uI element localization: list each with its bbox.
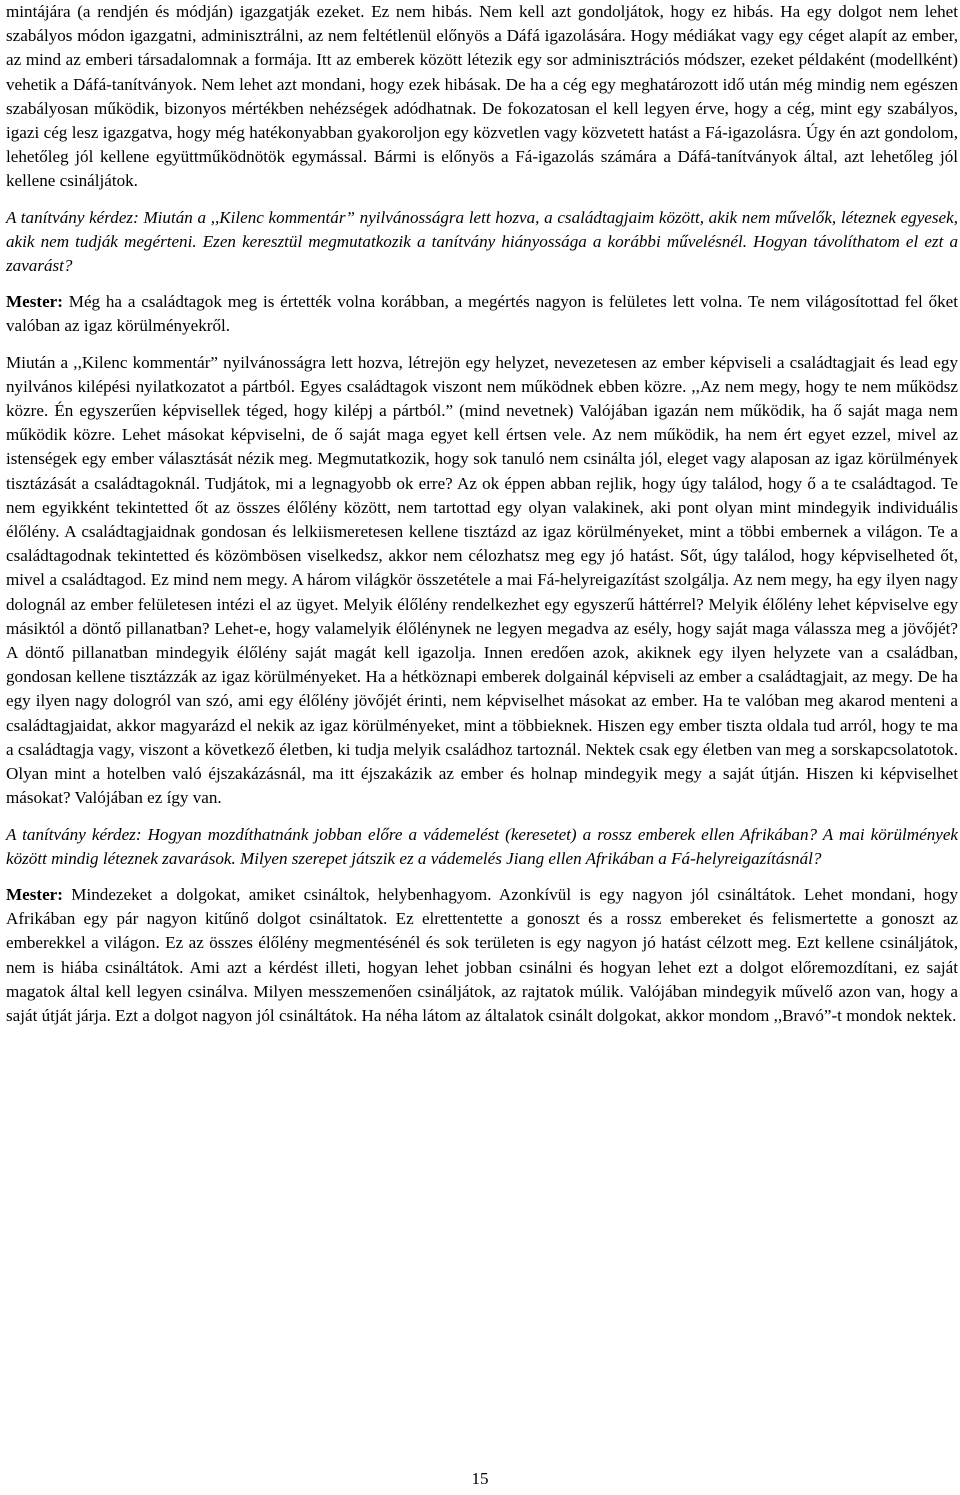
master-answer-1: [6, 290, 958, 338]
speaker-label: Mester:: [6, 884, 63, 904]
question-text: A tanítvány kérdez: Miután a ,,Kilenc kommentár” nyilvánosságra lett hozva, a családtagjaim között, akik nem művelők, léteznek egyesek, akik nem tudják megérteni. Ezen keresztül megmutatkozik a tanítvány hiányossága a korábbi művelésnél. Hogyan távolíthatom el ezt a zavarást?: [6, 207, 958, 276]
speaker-label: Mester:: [6, 292, 63, 312]
paragraph-intro: [6, 0, 958, 194]
student-question-1: [6, 206, 958, 279]
paragraph-family-representation: [6, 351, 958, 811]
page-number: 15: [471, 1469, 489, 1488]
answer-text: Mindezeket a dolgokat, amiket csináltok, helybenhagyom. Azonkívül is egy nagyon jól csináltátok. Lehet mondani, hogy Afrikában egy pár nagyon kitűnő dolgot csináltatok. Ez elrettentette a gonoszt és a rossz embereket és felismertette a gonoszt az emberekkel a világon. Ez az összes élőlény megmentésénél és sok területen is egy nagyon jó hatást célzott meg. Ezt kellene csináljátok, nem is hiába csináltátok. Ami azt a kérdést illeti, hogyan lehet jobban csinálni és hogyan lehet ezt a dolgot előremozdítani, ez saját magatok által kell legyen csinálva. Milyen messzemenően csináljátok, az rajtatok múlik. Valójában mindegyik művelő azon van, hogy a saját útját járja. Ezt a dolgot nagyon jól csináltátok. Ha néha látom az általatok csinált dolgokat, akkor mondom ,,Bravó”-t mondok nektek.: [6, 884, 958, 1025]
student-question-2: [6, 823, 958, 871]
question-text: A tanítvány kérdez: Hogyan mozdíthatnánk jobban előre a vádemelést (keresetet) a rossz emberek ellen Afrikában? A mai körülmények között mindig léteznek zavarások. Milyen szerepet játszik ez a vádemelés Jiang ellen Afrikában a Fá-helyreigazításnál?: [6, 824, 958, 868]
document-page: [6, 0, 958, 1028]
answer-text: Még ha a családtagok meg is értették volna korábban, a megértés nagyon is felületes lett volna. Te nem világosítottad fel őket valóban az igaz körülményekről.: [6, 292, 958, 336]
paragraph-text: mintájára (a rendjén és módján) igazgatják ezeket. Ez nem hibás. Nem kell azt gondoljátok, hogy ez hibás. Ha egy dolgot nem lehet szabályos módon igazgatni, adminisztrálni, az nem feltétlenül előnyös a Dáfá igazolására. Hogy médiákat vagy egy céget alapít az ember, az mind az emberi társadalomnak a formája. Itt az emberek között létezik egy sor adminisztrációs módszer, ezeket példaként (modellként) vehetik a Dáfá-tanítványok. Nem lehet azt mondani, hogy ezek hibásak. De ha a cég egy meghatározott idő után még mindig nem egészen szabályosan működik, bizonyos mértékben nehézségek adódhatnak. De fokozatosan el kell legyen érve, hogy a cég, mint egy szabályos, igazi cég lesz igazgatva, hogy még hatékonyabban gyakoroljon egy közvetlen vagy közvetett hatást a Fá-igazolásra. Úgy én azt gondolom, lehetőleg jól kellene együttműködnötök egymással. Bármi is előnyös a Fá-igazolás számára a Dáfá-tanítványok által, azt lehetőleg jól kellene csináljátok.: [6, 2, 958, 191]
paragraph-text: Miután a ,,Kilenc kommentár” nyilvánosságra lett hozva, létrejön egy helyzet, nevezetesen az ember képviseli a családtagjait és lead egy nyilvános kilépési nyilatkozatot a pártból. Egyes családtagok viszont nem működnek ebben közre. ,,Az nem megy, hogy te nem működsz közre. Én egyszerűen képvisellek téged, hogy kilépj a pártból.” (mind nevetnek) Valójában igazán nem működik, ha ő saját maga nem működik közre. Lehet másokat képviselni, de ő saját maga egyet kell értsen vele. Az nem működik, ha nem ért egyet ezzel, mivel az istenségek egy ember választását nézik meg. Megmutatkozik, hogy sok tanuló nem csinálta jól, eleget vagy alaposan az igaz körülmények tisztázását a családtagoknál. Tudjátok, mi a legnagyobb ok erre? Az ok éppen abban rejlik, hogy úgy találod, hogy ő a te családtagod. Te nem egyikként tekintetted őt az összes élőlény között, nem tartottad egy olyan valakinek, aki pont olyan mint mindegyik individuális élőlény. A családtagjaidnak gondosan és lelkiismeretesen kellene tisztázd az igaz körülményeket, mint a többi embernek a világon. Te a családtagodnak tekintetted és közömbösen viselkedsz, akkor nem célozhatsz meg egy jó hatást. Sőt, úgy találod, hogy képviselheted őt, mivel a családtagod. Ez mind nem megy. A három világkör összetétele a mai Fá-helyreigazítást szolgálja. Az nem megy, ha egy ilyen nagy dolognál az ember felületesen intézi el az ügyet. Melyik élőlény rendelkezhet egy egyszerű háttérrel? Melyik élőlény lehet képviselve egy másiktól a döntő pillanatban? Lehet-e, hogy valamelyik élőlénynek ne legyen megadva az esély, hogy saját maga válassza meg a jövőjét? A döntő pillanatban mindegyik élőlény saját magát kell igazolja. Innen eredően azok, akiknek egy ilyen helyzete van a családban, gondosan kellene tisztázzák az igaz körülményeket. Ha a hétköznapi emberek dolgainál képviseli az ember a családtagjait, az megy. De ha egy ilyen nagy dologról van szó, ami egy élőlény jövőjét érinti, nem képviselhet másokat az ember. Ha te valóban meg akarod menteni a családtagjaidat, akkor magyarázd el nekik az igaz körülményeket, mint a többieknek. Hiszen egy ember tiszta oldala tud arról, hogy te ma a családtagja vagy, viszont a következő életben, ki tudja melyik családhoz tartoznál. Nektek csak egy életben van meg a sorskapcsolatotok. Olyan mint a hotelben való éjszakázásnál, ma itt éjszakázik az ember és holnap mindegyik megy a saját útján. Hiszen ki képviselhet másokat? Valójában ez így van.: [6, 352, 958, 808]
master-answer-2: [6, 883, 958, 1028]
